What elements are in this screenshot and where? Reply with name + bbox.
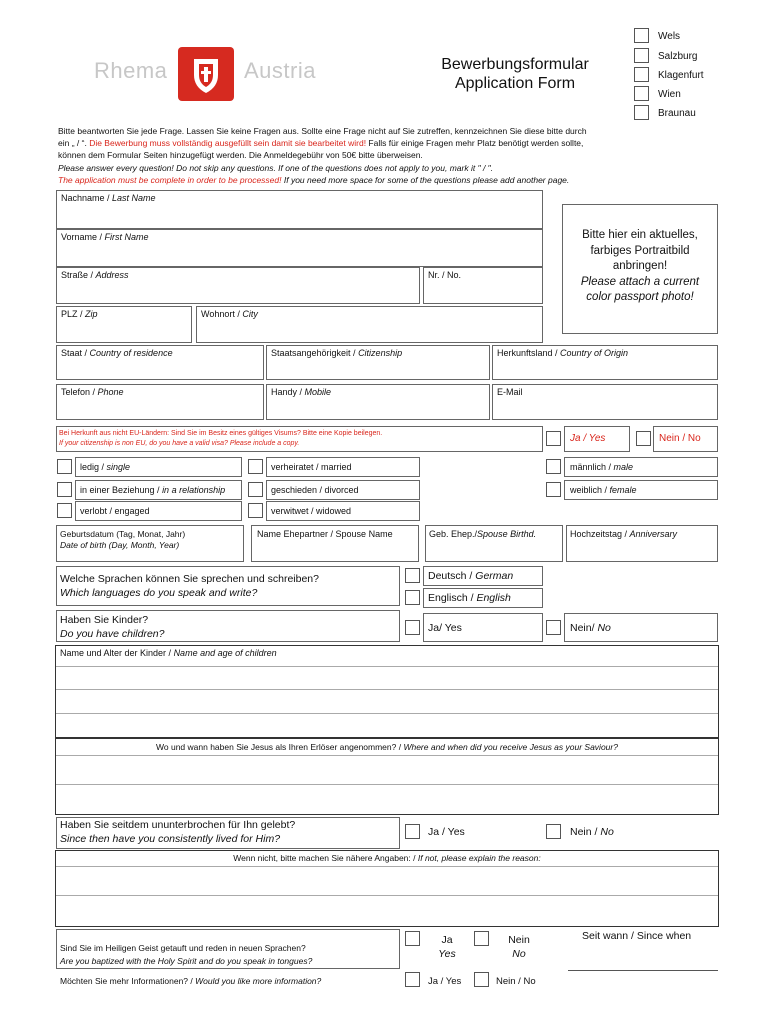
birthdate-label: Geburtsdatum (Tag, Monat, Jahr) Date of birth (Day, Month, Year): [60, 529, 186, 550]
english-label: Englisch / English: [428, 592, 511, 604]
visa-yes-checkbox[interactable]: [546, 431, 561, 446]
visa-no-label: Nein / No: [659, 433, 701, 444]
logo-text-right: Austria: [244, 58, 316, 83]
divorced-label: geschieden / divorced: [271, 485, 359, 495]
checkbox-salzburg[interactable]: [634, 48, 649, 63]
mobile-label: Handy / Mobile: [271, 387, 332, 397]
instructions-en-line2: The application must be complete in order to be processed! If you need more space for some of the questions please add another page.: [58, 174, 570, 185]
since-when-label: Seit wann / Since when: [582, 930, 692, 942]
instructions-en-line1: Please answer every question! Do not skip any questions. If one of the questions does not apply to you, mark it " / ".: [58, 162, 494, 173]
location-label-wien: Wien: [658, 89, 681, 100]
male-checkbox[interactable]: [546, 459, 561, 474]
email-label: E-Mail: [497, 387, 523, 397]
city-label: Wohnort / City: [201, 309, 258, 319]
instructions-de-line3: können dem Formular Seiten hinzugefügt werden. Die Anmeldegebühr von 50€ bitte überweisen.: [58, 150, 423, 161]
form-title: [420, 55, 610, 93]
info-yes-label: Ja / Yes: [428, 976, 462, 987]
relationship-label: in einer Beziehung / in a relationship: [80, 485, 226, 495]
phone-label: Telefon / Phone: [61, 387, 124, 397]
single-label: ledig / single: [80, 462, 131, 472]
firstname-label: Vorname / First Name: [61, 232, 149, 242]
lived-no-checkbox[interactable]: [546, 824, 561, 839]
english-checkbox[interactable]: [405, 590, 420, 605]
instructions-de-line1: Bitte beantworten Sie jede Frage. Lassen Sie keine Fragen aus. Sollte eine Frage nicht auf Sie zutreffen, kennzeichnen Sie diese bitte durch: [58, 126, 587, 136]
german-checkbox[interactable]: [405, 568, 420, 583]
divorced-checkbox[interactable]: [248, 482, 263, 497]
photo-instructions: Bitte hier ein aktuelles, farbiges Portraitbild anbringen! Please attach a current color passport photo!: [580, 229, 700, 303]
zip-label: PLZ / Zip: [61, 309, 98, 319]
spirit-no-checkbox[interactable]: [474, 931, 489, 946]
children-yes-label: Ja/ Yes: [428, 622, 462, 634]
spouse-birthdate-label: Geb. Ehep./Spouse Birthd.: [429, 529, 537, 539]
country-label: Staat / Country of residence: [61, 348, 173, 358]
spirit-question: Sind Sie im Heiligen Geist getauft und reden in neuen Sprachen? Are you baptized with the Holy Spirit and do you speak in tongues?: [60, 943, 313, 966]
instructions-de-line2: ein „ / “. Die Bewerbung muss vollständig ausgefüllt sein damit sie bearbeitet wird! Falls für einige Fragen mehr Platz benötigt werden sollte,: [58, 138, 584, 149]
female-label: weiblich / female: [570, 485, 637, 495]
form-title-en: Application Form: [454, 75, 576, 92]
children-line-1: [56, 666, 718, 667]
info-yes-checkbox[interactable]: [405, 972, 420, 987]
location-label-wels: Wels: [658, 31, 681, 42]
lastname-label: Nachname / Last Name: [61, 193, 156, 203]
logo-text-left: Rhema: [94, 58, 168, 83]
relationship-checkbox[interactable]: [57, 482, 72, 497]
checkbox-klagenfurt[interactable]: [634, 67, 649, 82]
location-label-braunau: Braunau: [658, 108, 696, 119]
checkbox-wien[interactable]: [634, 86, 649, 101]
visa-yes-label: Ja / Yes: [570, 433, 606, 444]
spirit-yes-checkbox[interactable]: [405, 931, 420, 946]
widowed-label: verwitwet / widowed: [271, 506, 352, 516]
children-names-label: Name und Alter der Kinder / Name and age of children: [60, 648, 277, 658]
since-when-line[interactable]: [568, 970, 718, 971]
lived-no-label: Nein / No: [570, 826, 614, 838]
location-label-salzburg: Salzburg: [658, 51, 698, 62]
children-line-3: [56, 713, 718, 714]
street-label: Straße / Address: [61, 270, 129, 280]
house-number-label: Nr. / No.: [428, 270, 462, 280]
visa-question: Bei Herkunft aus nicht EU-Ländern: Sind Sie im Besitz eines gültiges Visums? Bitte eine Kopie beilegen. If your citizenship is non EU, do you have a valid visa? Please include a copy.: [59, 430, 383, 447]
spouse-name-label: Name Ehepartner / Spouse Name: [257, 529, 393, 539]
anniversary-label: Hochzeitstag / Anniversary: [570, 529, 678, 539]
engaged-label: verlobt / engaged: [80, 506, 150, 516]
email-field[interactable]: [492, 384, 718, 420]
salvation-line-2: [56, 784, 718, 785]
children-line-2: [56, 689, 718, 690]
male-label: männlich / male: [570, 462, 634, 472]
children-no-checkbox[interactable]: [546, 620, 561, 635]
form-title-de: Bewerbungsformular: [441, 56, 589, 73]
explanation-label: Wenn nicht, bitte machen Sie nähere Angaben: / If not, please explain the reason:: [233, 853, 541, 863]
spirit-yes-label: Ja Yes: [438, 934, 456, 960]
german-label: Deutsch / German: [428, 570, 514, 582]
checkbox-wels[interactable]: [634, 28, 649, 43]
children-question: Haben Sie Kinder? Do you have children?: [60, 614, 165, 640]
salvation-line-1: [56, 755, 718, 756]
location-label-klagenfurt: Klagenfurt: [658, 70, 704, 81]
checkbox-braunau[interactable]: [634, 105, 649, 120]
origin-label: Herkunftsland / Country of Origin: [497, 348, 629, 358]
explanation-line-2: [56, 895, 718, 896]
children-yes-checkbox[interactable]: [405, 620, 420, 635]
female-checkbox[interactable]: [546, 482, 561, 497]
lived-yes-label: Ja / Yes: [428, 826, 465, 838]
children-no-label: Nein/ No: [570, 622, 611, 634]
visa-no-checkbox[interactable]: [636, 431, 651, 446]
lived-question: Haben Sie seitdem ununterbrochen für Ihn gelebt? Since then have you consistently lived for Him?: [60, 819, 296, 845]
citizenship-label: Staatsangehörigkeit / Citizenship: [271, 348, 403, 358]
explanation-line-1: [56, 866, 718, 867]
married-checkbox[interactable]: [248, 459, 263, 474]
spirit-no-label: Nein No: [508, 934, 530, 960]
logo-emblem: [178, 47, 234, 101]
languages-question: Welche Sprachen können Sie sprechen und schreiben? Which languages do you speak and write?: [60, 573, 319, 599]
info-question: Möchten Sie mehr Informationen? / Would you like more information?: [60, 976, 322, 986]
single-checkbox[interactable]: [57, 459, 72, 474]
married-label: verheiratet / married: [271, 462, 352, 472]
salvation-question: Wo und wann haben Sie Jesus als Ihren Erlöser angenommen? / Where and when did you receive Jesus as your Saviour?: [156, 742, 618, 752]
instructions: [58, 125, 738, 186]
lived-yes-checkbox[interactable]: [405, 824, 420, 839]
logo: [90, 44, 330, 104]
info-no-label: Nein / No: [496, 976, 536, 987]
info-no-checkbox[interactable]: [474, 972, 489, 987]
widowed-checkbox[interactable]: [248, 503, 263, 518]
engaged-checkbox[interactable]: [57, 503, 72, 518]
